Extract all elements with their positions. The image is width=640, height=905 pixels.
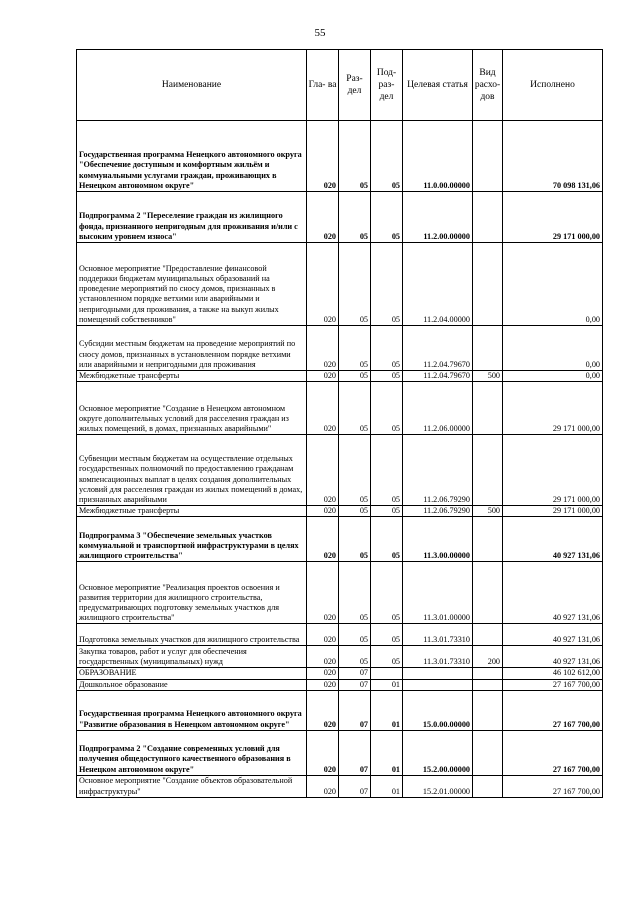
row-statya-cell: 11.2.04.79670	[403, 326, 473, 371]
column-header-name: Наименование	[77, 50, 307, 121]
row-podrazdel-cell	[371, 668, 403, 679]
table-row	[77, 326, 603, 371]
row-name-cell: Субсидии местным бюджетам на проведение мероприятий по сносу домов, признанных в установленном порядке ветхими или аварийными и непригодными для проживания	[77, 326, 307, 371]
row-razdel-cell: 05	[339, 562, 371, 624]
row-vid-cell	[473, 679, 503, 690]
column-header-vid: Вид расхо- дов	[473, 50, 503, 121]
row-podrazdel-cell: 05	[371, 646, 403, 668]
page-number: 55	[314, 27, 326, 39]
row-ispolneno-cell: 40 927 131,06	[503, 562, 603, 624]
row-statya-cell: 11.2.06.79290	[403, 506, 473, 517]
row-glava-cell: 020	[307, 506, 339, 517]
row-glava-cell: 020	[307, 121, 339, 192]
row-statya-cell: 11.2.06.00000	[403, 382, 473, 435]
row-ispolneno-cell: 27 167 700,00	[503, 730, 603, 775]
row-name-cell: Подпрограмма 2 "Переселение граждан из жилищного фонда, признанного непригодным для проживания и/или с высоким уровнем износа"	[77, 192, 307, 243]
row-podrazdel-cell: 01	[371, 690, 403, 730]
row-glava-cell: 020	[307, 243, 339, 326]
row-vid-cell	[473, 562, 503, 624]
row-glava-cell: 020	[307, 326, 339, 371]
row-podrazdel-cell: 01	[371, 775, 403, 797]
budget-table	[76, 49, 603, 798]
row-glava-cell: 020	[307, 382, 339, 435]
row-razdel-cell: 05	[339, 506, 371, 517]
row-ispolneno-cell: 29 171 000,00	[503, 382, 603, 435]
row-vid-cell	[473, 775, 503, 797]
table-row	[77, 371, 603, 382]
row-glava-cell: 020	[307, 646, 339, 668]
row-razdel-cell: 05	[339, 371, 371, 382]
row-statya-cell: 15.0.00.00000	[403, 690, 473, 730]
row-podrazdel-cell: 05	[371, 624, 403, 646]
row-name-cell: Основное мероприятие "Реализация проектов освоения и развития территории для жилищного строительства, предусматривающих подготовку земельных участков для жилищного строительства"	[77, 562, 307, 624]
row-name-cell: Подготовка земельных участков для жилищного строительства	[77, 624, 307, 646]
row-statya-cell: 11.3.01.00000	[403, 562, 473, 624]
row-statya-cell: 11.3.00.00000	[403, 517, 473, 562]
row-razdel-cell: 05	[339, 435, 371, 506]
row-vid-cell	[473, 382, 503, 435]
row-podrazdel-cell: 05	[371, 121, 403, 192]
row-podrazdel-cell: 01	[371, 730, 403, 775]
row-ispolneno-cell: 27 167 700,00	[503, 679, 603, 690]
row-razdel-cell: 05	[339, 243, 371, 326]
row-vid-cell	[473, 435, 503, 506]
row-name-cell: Основное мероприятие "Предоставление финансовой поддержки бюджетам муниципальных образований на проведение мероприятий по сносу домов, признанных в установленном порядке ветхими или аварийными и непригодными для проживания, а также на выкуп жилых помещений собственников"	[77, 243, 307, 326]
row-razdel-cell: 07	[339, 668, 371, 679]
row-podrazdel-cell: 01	[371, 679, 403, 690]
row-ispolneno-cell: 0,00	[503, 243, 603, 326]
column-header-podrazdel: Под- раз- дел	[371, 50, 403, 121]
row-name-cell: Дошкольное образование	[77, 679, 307, 690]
table-body	[77, 121, 603, 798]
row-glava-cell: 020	[307, 668, 339, 679]
row-vid-cell	[473, 192, 503, 243]
row-vid-cell	[473, 730, 503, 775]
row-vid-cell	[473, 668, 503, 679]
row-name-cell: Основное мероприятие "Создание объектов образовательной инфраструктуры"	[77, 775, 307, 797]
table-row	[77, 121, 603, 192]
row-ispolneno-cell: 27 167 700,00	[503, 775, 603, 797]
row-statya-cell: 11.2.00.00000	[403, 192, 473, 243]
row-vid-cell	[473, 517, 503, 562]
row-statya-cell	[403, 668, 473, 679]
row-name-cell: ОБРАЗОВАНИЕ	[77, 668, 307, 679]
row-podrazdel-cell: 05	[371, 192, 403, 243]
table-row	[77, 382, 603, 435]
row-name-cell: Субвенции местным бюджетам на осуществление отдельных государственных полномочий по предоставлению гражданам компенсационных выплат в целях создания дополнительных условий для расселения граждан из жилых помещений в домах, признанных аварийными	[77, 435, 307, 506]
row-razdel-cell: 07	[339, 775, 371, 797]
table-row	[77, 690, 603, 730]
table-row	[77, 243, 603, 326]
row-vid-cell: 500	[473, 506, 503, 517]
row-podrazdel-cell: 05	[371, 435, 403, 506]
row-glava-cell: 020	[307, 192, 339, 243]
row-razdel-cell: 07	[339, 730, 371, 775]
row-statya-cell: 11.2.04.79670	[403, 371, 473, 382]
row-razdel-cell: 05	[339, 646, 371, 668]
row-vid-cell	[473, 243, 503, 326]
row-name-cell: Межбюджетные трансферты	[77, 371, 307, 382]
row-podrazdel-cell: 05	[371, 243, 403, 326]
row-statya-cell: 11.0.00.00000	[403, 121, 473, 192]
row-ispolneno-cell: 70 098 131,06	[503, 121, 603, 192]
row-podrazdel-cell: 05	[371, 562, 403, 624]
row-razdel-cell: 07	[339, 690, 371, 730]
row-podrazdel-cell: 05	[371, 326, 403, 371]
row-vid-cell: 500	[473, 371, 503, 382]
row-ispolneno-cell: 27 167 700,00	[503, 690, 603, 730]
row-glava-cell: 020	[307, 730, 339, 775]
table-row	[77, 775, 603, 797]
row-ispolneno-cell: 0,00	[503, 326, 603, 371]
row-statya-cell: 11.3.01.73310	[403, 624, 473, 646]
row-ispolneno-cell: 40 927 131,06	[503, 624, 603, 646]
row-glava-cell: 020	[307, 435, 339, 506]
row-statya-cell: 11.2.04.00000	[403, 243, 473, 326]
column-header-razdel: Раз- дел	[339, 50, 371, 121]
row-statya-cell: 15.2.01.00000	[403, 775, 473, 797]
row-vid-cell	[473, 121, 503, 192]
row-glava-cell: 020	[307, 775, 339, 797]
row-razdel-cell: 05	[339, 192, 371, 243]
row-ispolneno-cell: 40 927 131,06	[503, 517, 603, 562]
row-ispolneno-cell: 29 171 000,00	[503, 506, 603, 517]
row-podrazdel-cell: 05	[371, 371, 403, 382]
row-razdel-cell: 05	[339, 326, 371, 371]
table-row	[77, 435, 603, 506]
row-vid-cell	[473, 690, 503, 730]
column-header-statya: Целевая статья	[403, 50, 473, 121]
table-row	[77, 517, 603, 562]
row-glava-cell: 020	[307, 624, 339, 646]
row-vid-cell	[473, 326, 503, 371]
table-row	[77, 624, 603, 646]
table-row	[77, 192, 603, 243]
row-podrazdel-cell: 05	[371, 506, 403, 517]
row-razdel-cell: 05	[339, 517, 371, 562]
row-statya-cell: 11.2.06.79290	[403, 435, 473, 506]
row-statya-cell	[403, 679, 473, 690]
row-glava-cell: 020	[307, 371, 339, 382]
row-vid-cell: 200	[473, 646, 503, 668]
row-podrazdel-cell: 05	[371, 517, 403, 562]
row-name-cell: Подпрограмма 2 "Создание современных условий для получения общедоступного качественного образования в Ненецком автономном округе"	[77, 730, 307, 775]
row-name-cell: Подпрограмма 3 "Обеспечение земельных участков коммунальной и транспортной инфраструктурами в целях жилищного строительства"	[77, 517, 307, 562]
row-ispolneno-cell: 29 171 000,00	[503, 435, 603, 506]
row-glava-cell: 020	[307, 562, 339, 624]
row-razdel-cell: 05	[339, 624, 371, 646]
row-razdel-cell: 07	[339, 679, 371, 690]
row-ispolneno-cell: 29 171 000,00	[503, 192, 603, 243]
row-razdel-cell: 05	[339, 121, 371, 192]
row-ispolneno-cell: 40 927 131,06	[503, 646, 603, 668]
row-statya-cell: 15.2.00.00000	[403, 730, 473, 775]
row-name-cell: Государственная программа Ненецкого автономного округа "Развитие образования в Ненецком автономном округе"	[77, 690, 307, 730]
row-glava-cell: 020	[307, 679, 339, 690]
row-name-cell: Закупка товаров, работ и услуг для обеспечения государственных (муниципальных) нужд	[77, 646, 307, 668]
table-row	[77, 668, 603, 679]
table-header-row	[77, 50, 603, 121]
row-glava-cell: 020	[307, 517, 339, 562]
row-glava-cell: 020	[307, 690, 339, 730]
row-ispolneno-cell: 46 102 612,00	[503, 668, 603, 679]
table-row	[77, 679, 603, 690]
row-razdel-cell: 05	[339, 382, 371, 435]
table-row	[77, 562, 603, 624]
row-statya-cell: 11.3.01.73310	[403, 646, 473, 668]
row-vid-cell	[473, 624, 503, 646]
row-podrazdel-cell: 05	[371, 382, 403, 435]
row-name-cell: Государственная программа Ненецкого автономного округа "Обеспечение доступным и комфортным жильём и коммунальными услугами граждан, проживающих в Ненецком автономном округе"	[77, 121, 307, 192]
row-name-cell: Основное мероприятие "Создание в Ненецком автономном округе дополнительных условий для расселения граждан из жилых помещений, в домах, признанных аварийными"	[77, 382, 307, 435]
row-name-cell: Межбюджетные трансферты	[77, 506, 307, 517]
table-row	[77, 506, 603, 517]
table-row	[77, 646, 603, 668]
column-header-glava: Гла- ва	[307, 50, 339, 121]
column-header-ispolneno: Исполнено	[503, 50, 603, 121]
row-ispolneno-cell: 0,00	[503, 371, 603, 382]
table-row	[77, 730, 603, 775]
